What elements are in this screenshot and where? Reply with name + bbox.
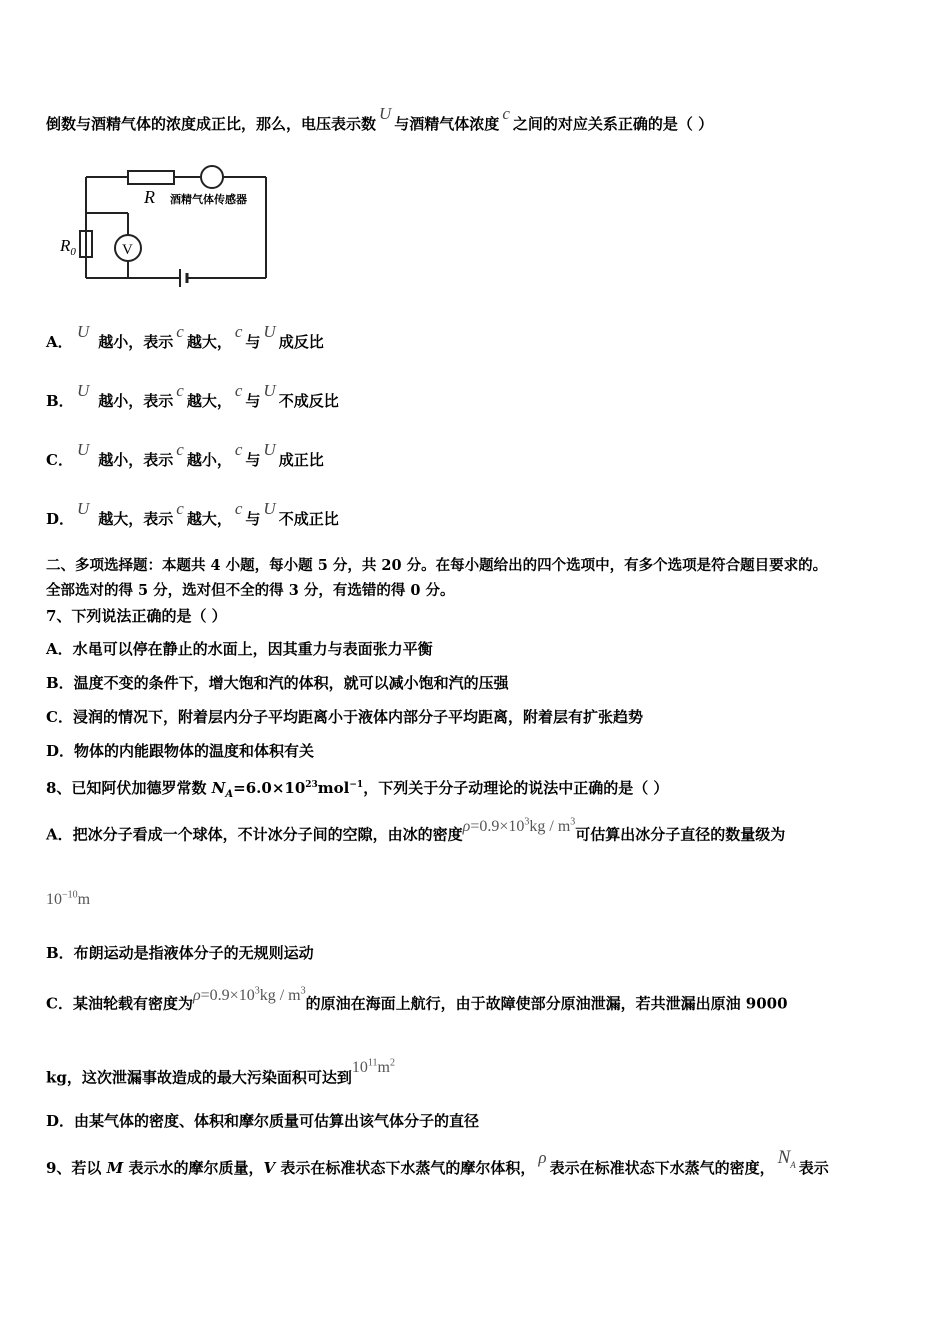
q7-stem: 7、下列说法正确的是（ ） <box>46 607 227 625</box>
label-r0: $R_0$ <box>60 236 76 258</box>
label-voltmeter: V <box>122 242 133 258</box>
q8-option-c-line-2: kg，这次泄漏事故造成的最大污染面积可达到$10^{11}m^2$ <box>46 1058 395 1087</box>
ice-density-formula: $\rho=0.9\times 10^3kg / m^3$ <box>462 817 576 836</box>
question-intro-line <box>46 104 714 134</box>
q6-option-d: D．U越大，表示c越大，c与U不成正比 <box>46 499 339 528</box>
q7-option-d: D．物体的内能跟物体的温度和体积有关 <box>46 742 315 760</box>
label-sensor: 酒精气体传感器 <box>170 194 247 206</box>
circuit-diagram <box>50 165 290 295</box>
var-c: c <box>502 104 510 123</box>
q7-option-a: A．水黾可以停在静止的水面上，因其重力与表面张力平衡 <box>46 640 433 658</box>
q9-stem: 9、若以 M 表示水的摩尔质量，V 表示在标准状态下水蒸气的摩尔体积，ρ表示在标准状态下水蒸气的密度， $N_A$ 表示 <box>46 1147 829 1177</box>
q7-option-b: B．温度不变的条件下，增大饱和汽的体积，就可以减小饱和汽的压强 <box>46 674 509 692</box>
oil-density-formula: $\rho=0.9\times 10^3kg / m^3$ <box>192 986 306 1005</box>
q8-option-d: D．由某气体的密度、体积和摩尔质量可估算出该气体分子的直径 <box>46 1112 480 1130</box>
intro-text-2: 与酒精气体浓度 <box>394 115 500 133</box>
label-r: R <box>144 187 155 207</box>
q8-stem: 8、已知阿伏加德罗常数 $N_A=6.0\times 10^{23}mol^{-1}$，下列关于分子动理论的说法中正确的是（ ） <box>46 779 669 800</box>
resistor-r <box>128 171 174 184</box>
q8-option-a: A．把冰分子看成一个球体，不计冰分子间的空隙，由冰的密度$\rho=0.9\times 10^3kg / m^3$可估算出冰分子直径的数量级为 <box>46 817 786 844</box>
q6-option-b: B．U越小，表示c越大，c与U不成反比 <box>46 381 339 410</box>
q8-option-b: B．布朗运动是指液体分子的无规则运动 <box>46 944 314 962</box>
var-u: U <box>379 104 392 123</box>
q7-option-c: C．浸润的情况下，附着层内分子平均距离小于液体内部分子平均距离，附着层有扩张趋势 <box>46 708 643 726</box>
area-formula: $10^{11}m^2$ <box>351 1058 395 1077</box>
q8-option-a-answer: $10^{-10}m$ <box>46 890 91 909</box>
sensor-symbol <box>201 166 223 188</box>
q6-option-c: C．U越小，表示c越小，c与U成正比 <box>46 440 324 469</box>
section-2-header-line-2: 全部选对的得 5 分，选对但不全的得 3 分，有选错的得 0 分。 <box>46 582 455 599</box>
intro-text-3: 之间的对应关系正确的是（ ） <box>512 115 714 133</box>
q8-option-c: C．某油轮载有密度为$\rho=0.9\times 10^3kg / m^3$的原油在海面上航行，由于故障使部分原油泄漏，若共泄漏出原油 9000 <box>46 986 788 1013</box>
intro-text-1: 倒数与酒精气体的浓度成正比，那么，电压表示数 <box>46 115 377 133</box>
q6-option-a: A．U越小，表示c越大，c与U成反比 <box>46 322 324 351</box>
section-2-header-line-1: 二、多项选择题：本题共 4 小题，每小题 5 分，共 20 分。在每小题给出的四个选项中，有多个选项是符合题目要求的。 <box>46 557 828 574</box>
